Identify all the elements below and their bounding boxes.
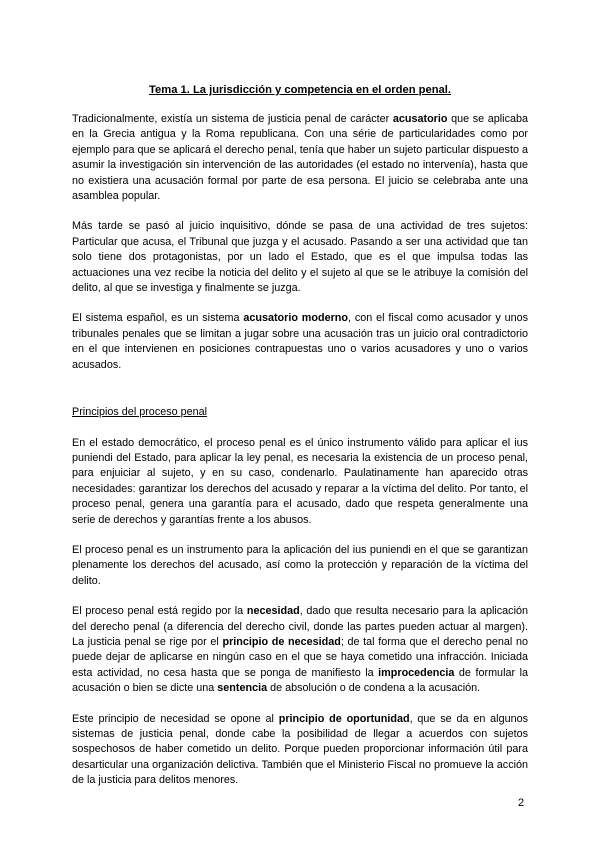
paragraph-6 — [72, 604, 528, 696]
paragraph-6-rest-4: de absolución o de condena a la acusación. — [267, 682, 481, 695]
paragraph-3-rest: , con el fiscal como acusador y unos tribunales penales que se limitan a jugar sobre una acusación tras un juicio oral contradictorio en el que intervienen en posiciones contrapuestas uno o varios acusadores y uno o varios acusados. — [72, 312, 528, 371]
bold-term-acusatorio: acusatorio — [392, 113, 448, 125]
bold-term-sentencia: sentencia — [217, 682, 268, 695]
page-number: 2 — [518, 797, 525, 809]
section-heading: Principios del proceso penal — [72, 406, 208, 419]
paragraph-7 — [72, 712, 528, 789]
paragraph-6-rest-1: , dado que resulta necesario para la aplicación del derecho penal (a diferencia del derecho civil, donde las partes pueden actuar al margen). La justicia penal se rige por el — [72, 605, 528, 648]
bold-term-principio-necesidad: principio de necesidad — [222, 635, 341, 648]
bold-term-necesidad: necesidad — [246, 605, 300, 618]
paragraph-6-rest-2: ; de tal forma que el derecho penal no puede dejar de aplicarse en ningún caso en el que se haya cometido una infracción. Iniciada esta actividad, no cesa hasta que se ponga de manifiesto la — [72, 635, 529, 679]
paragraph-6-rest-3: de formular la acusación o bien se dicte una — [72, 666, 528, 695]
paragraph-3 — [72, 311, 528, 373]
paragraph-4: En el estado democrático, el proceso penal es el único instrumento válido para aplicar el ius puniendi del Estado, para aplicar la ley penal, es necesaria la existencia de un proceso penal, para enjuiciar al sujeto, y en su caso, condenarlo. Paulatinamente han aparecido otras necesidades: garantizar los derechos del acusado y reparar a la víctima del delito. Por tanto, el proceso penal, genera una garantía para el acusado, dado que respeta generalmente una serie de derechos y garantías frente a los abusos. — [72, 436, 528, 526]
bold-term-principio-oportunidad: principio de oportunidad — [278, 712, 410, 725]
bold-term-acusatorio-moderno: acusatorio moderno — [243, 312, 348, 325]
paragraph-3-text: El sistema español, es un sistema — [72, 312, 244, 325]
paragraph-1 — [72, 112, 528, 204]
paragraph-5: El proceso penal es un instrumento para la aplicación del ius puniendi en el que se garantizan plenamente los derechos del acusado, así como la protección y reparación de la víctima del delito. — [72, 543, 528, 587]
bold-term-improcedencia: improcedencia — [378, 666, 455, 679]
paragraph-7-rest: , que se da en algunos sistemas de justicia penal, donde cabe la posibilidad de llegar a acuerdos con sujetos sospechosos de haber cometido un delito. Porque pueden proporcionar información útil para desarticular una organización delictiva. También que el Ministerio Fiscal no promueve la acción de la justicia para delitos menores. — [72, 712, 528, 787]
paragraph-1-rest: que se aplicaba en la Grecia antigua y la Roma republicana. Con una série de particularidades como por ejemplo para que se aplicará el derecho penal, tenía que haber un sujeto particular dispuesto a asumir la investigación sin intervención de las autoridades (el estado no intervenía), hasta que no existiera una acusación formal por parte de esa persona. El juicio se celebraba ante una asamblea popular. — [72, 113, 528, 203]
paragraph-2: Más tarde se pasó al juicio inquisitivo, dónde se pasa de una actividad de tres sujetos: Particular que acusa, el Tribunal que juzga y el acusado. Pasando a ser una actividad que tan solo tiene dos protagonistas, por un lado el Estado, que es el que impulsa todas las actuaciones una vez recibe la noticia del delito y el sujeto al que se le atribuye la comisión del delito, al que se investiga y finalmente se juzga. — [72, 220, 528, 295]
document-page — [72, 84, 528, 789]
page-title: Tema 1. La jurisdicción y competencia en el orden penal. — [149, 84, 451, 96]
paragraph-7-text: Este principio de necesidad se opone al — [72, 712, 279, 725]
paragraph-6-text: El proceso penal está regido por la — [72, 605, 247, 618]
paragraph-1-text: Tradicionalmente, existía un sistema de justicia penal de carácter — [72, 113, 393, 125]
